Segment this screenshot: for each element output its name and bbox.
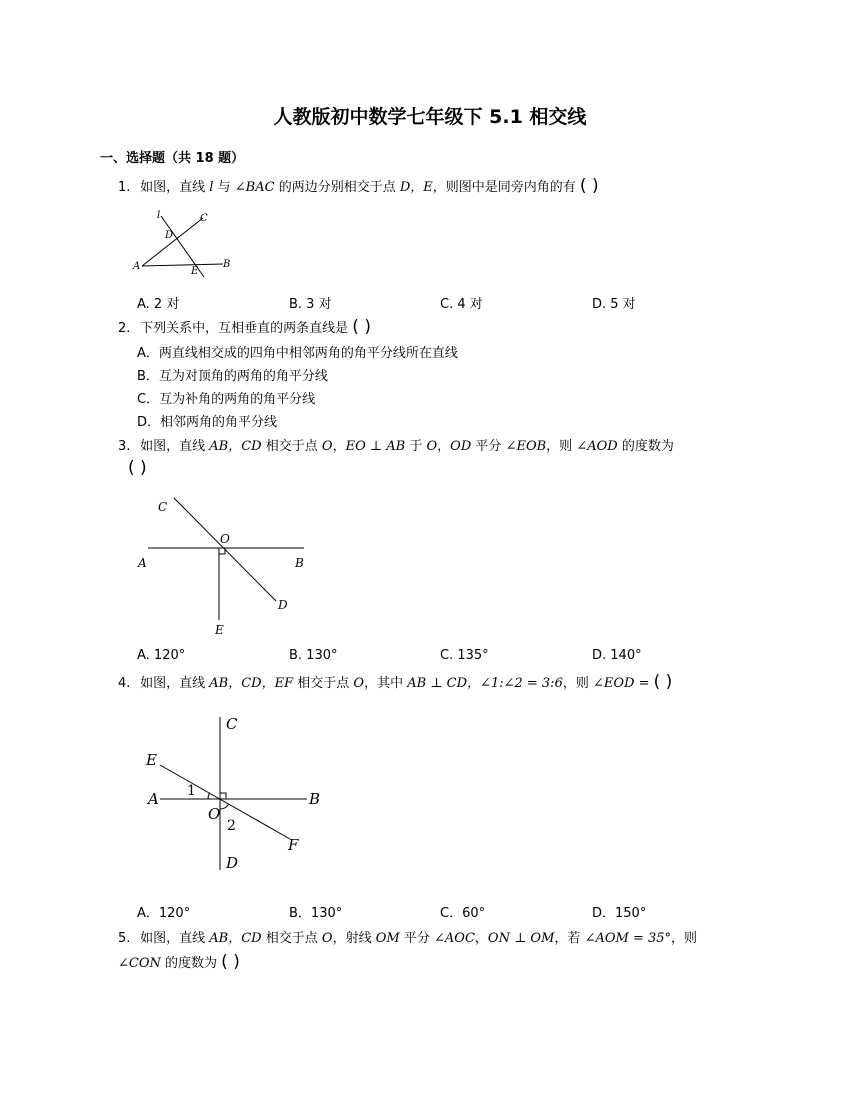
option-a[interactable]: A．两直线相交成的四角中相邻两角的角平分线所在直线 <box>137 346 458 361</box>
right-angle-mark <box>220 793 226 799</box>
figure-q3 <box>130 490 320 640</box>
question-number: 1. <box>118 180 131 195</box>
stem-text: 与 <box>217 180 231 195</box>
section-heading: 一、选择题（共 18 题） <box>100 151 245 166</box>
stem-text: 如图，直线 <box>140 439 206 454</box>
ray-AB <box>142 264 223 266</box>
stem-text: 如图，直线 <box>140 931 206 946</box>
option-c[interactable]: C．互为补角的两角的角平分线 <box>137 392 316 407</box>
stem-text: 的度数为 <box>165 956 218 971</box>
option-c[interactable]: C. 4 对 <box>440 297 483 312</box>
stem-text: ，则 <box>546 439 573 454</box>
question-5-stem-cont <box>118 952 240 972</box>
stem-text: ，射线 <box>332 931 372 946</box>
stem-text: ，则 <box>562 676 589 691</box>
stem-text: 相交于点 <box>297 676 350 691</box>
stem-text: 下列关系中，互相垂直的两条直线是 <box>140 321 349 336</box>
math-expr: ∠EOD = <box>593 676 650 691</box>
math-expr: ∠CON <box>118 956 161 971</box>
label-E: E <box>191 266 199 277</box>
label-F: F <box>288 836 299 854</box>
label-A: A <box>133 261 141 272</box>
stem-text: 相交于点 <box>265 931 318 946</box>
angle-1-arc <box>208 793 210 799</box>
option-a[interactable]: A. 120° <box>137 648 186 663</box>
math-expr: O <box>321 931 333 946</box>
label-A: A <box>138 556 147 570</box>
page-title: 人教版初中数学七年级下 5.1 相交线 <box>273 106 587 128</box>
question-number: 3. <box>118 439 131 454</box>
label-D: D <box>226 854 239 872</box>
math-expr: ∠EOB <box>505 439 547 454</box>
stem-text: ，则 <box>671 931 698 946</box>
math-expr: ON ⊥ OM <box>487 931 555 946</box>
math-expr: O <box>426 439 438 454</box>
option-d[interactable]: D．150° <box>592 906 647 921</box>
math-expr: ∠AOM = 35° <box>584 931 672 946</box>
option-a[interactable]: A．120° <box>137 906 191 921</box>
question-number: 5. <box>118 931 131 946</box>
stem-text: ， <box>437 439 451 454</box>
math-expr: AB，CD <box>209 439 262 454</box>
stem-text: ， <box>332 439 346 454</box>
stem-text: 平分 <box>475 439 502 454</box>
math-expr: ∠BAC <box>234 180 275 195</box>
label-D: D <box>278 598 288 612</box>
label-D: D <box>165 230 174 241</box>
stem-text: 相交于点 <box>265 439 318 454</box>
question-4-stem <box>118 672 672 692</box>
option-b[interactable]: B．互为对顶角的两角的角平分线 <box>137 369 328 384</box>
math-expr: AB，CD <box>209 931 262 946</box>
math-expr: O <box>353 676 365 691</box>
answer-blank: ( ) <box>579 176 599 196</box>
math-expr: O <box>321 439 333 454</box>
question-3-stem <box>118 435 674 454</box>
question-1-stem <box>118 176 599 196</box>
question-2-stem <box>118 317 371 337</box>
label-B: B <box>295 556 304 570</box>
option-a[interactable]: A. 2 对 <box>137 297 180 312</box>
math-expr: ∠AOC <box>434 931 475 946</box>
figure-q4 <box>140 712 340 882</box>
label-O: O <box>220 532 230 546</box>
label-O: O <box>208 805 221 823</box>
question-number: 2. <box>118 321 131 336</box>
option-d[interactable]: D．相邻两角的角平分线 <box>137 415 278 430</box>
option-b[interactable]: B．130° <box>289 906 343 921</box>
stem-text: 如图，直线 <box>140 676 206 691</box>
label-E: E <box>146 751 157 769</box>
question-number: 4. <box>118 676 131 691</box>
math-expr: OM <box>375 931 400 946</box>
stem-text: ， <box>474 931 488 946</box>
stem-text: 于 <box>409 439 423 454</box>
math-expr: D，E <box>399 180 433 195</box>
math-expr: EO ⊥ AB <box>345 439 406 454</box>
answer-blank: ( ) <box>128 458 147 478</box>
stem-text: ，则图中是同旁内角的有 <box>432 180 576 195</box>
stem-text: ，其中 <box>364 676 404 691</box>
label-angle-2: 2 <box>227 818 236 834</box>
stem-text: 如图，直线 <box>140 180 206 195</box>
option-b[interactable]: B. 3 对 <box>289 297 332 312</box>
figure-q1 <box>128 206 238 284</box>
stem-text: 的度数为 <box>621 439 674 454</box>
math-expr: ∠AOD <box>576 439 618 454</box>
label-B: B <box>223 259 231 270</box>
math-expr: l <box>209 180 214 195</box>
stem-text: 平分 <box>403 931 430 946</box>
angle-2-arc <box>220 804 229 809</box>
ray-AC <box>142 218 203 266</box>
math-expr: AB ⊥ CD，∠1:∠2 = 3:6 <box>407 676 563 691</box>
label-l: l <box>157 210 161 221</box>
label-C: C <box>226 715 238 733</box>
label-angle-1: 1 <box>187 783 196 799</box>
label-E: E <box>215 623 224 637</box>
option-d[interactable]: D. 140° <box>592 648 642 663</box>
label-C: C <box>200 213 208 224</box>
stem-text: ，若 <box>554 931 581 946</box>
math-expr: AB，CD，EF <box>209 676 294 691</box>
option-c[interactable]: C．60° <box>440 906 486 921</box>
line-EF <box>160 765 290 839</box>
stem-text: 的两边分别相交于点 <box>278 180 396 195</box>
option-c[interactable]: C. 135° <box>440 648 489 663</box>
label-C: C <box>158 500 168 514</box>
answer-blank: ( ) <box>653 672 673 692</box>
answer-blank: ( ) <box>221 952 240 972</box>
math-expr: OD <box>450 439 472 454</box>
label-A: A <box>148 790 159 808</box>
option-b[interactable]: B. 130° <box>289 648 338 663</box>
answer-blank: ( ) <box>352 317 371 337</box>
option-d[interactable]: D. 5 对 <box>592 297 636 312</box>
question-5-stem <box>118 927 697 946</box>
label-B: B <box>309 790 321 808</box>
